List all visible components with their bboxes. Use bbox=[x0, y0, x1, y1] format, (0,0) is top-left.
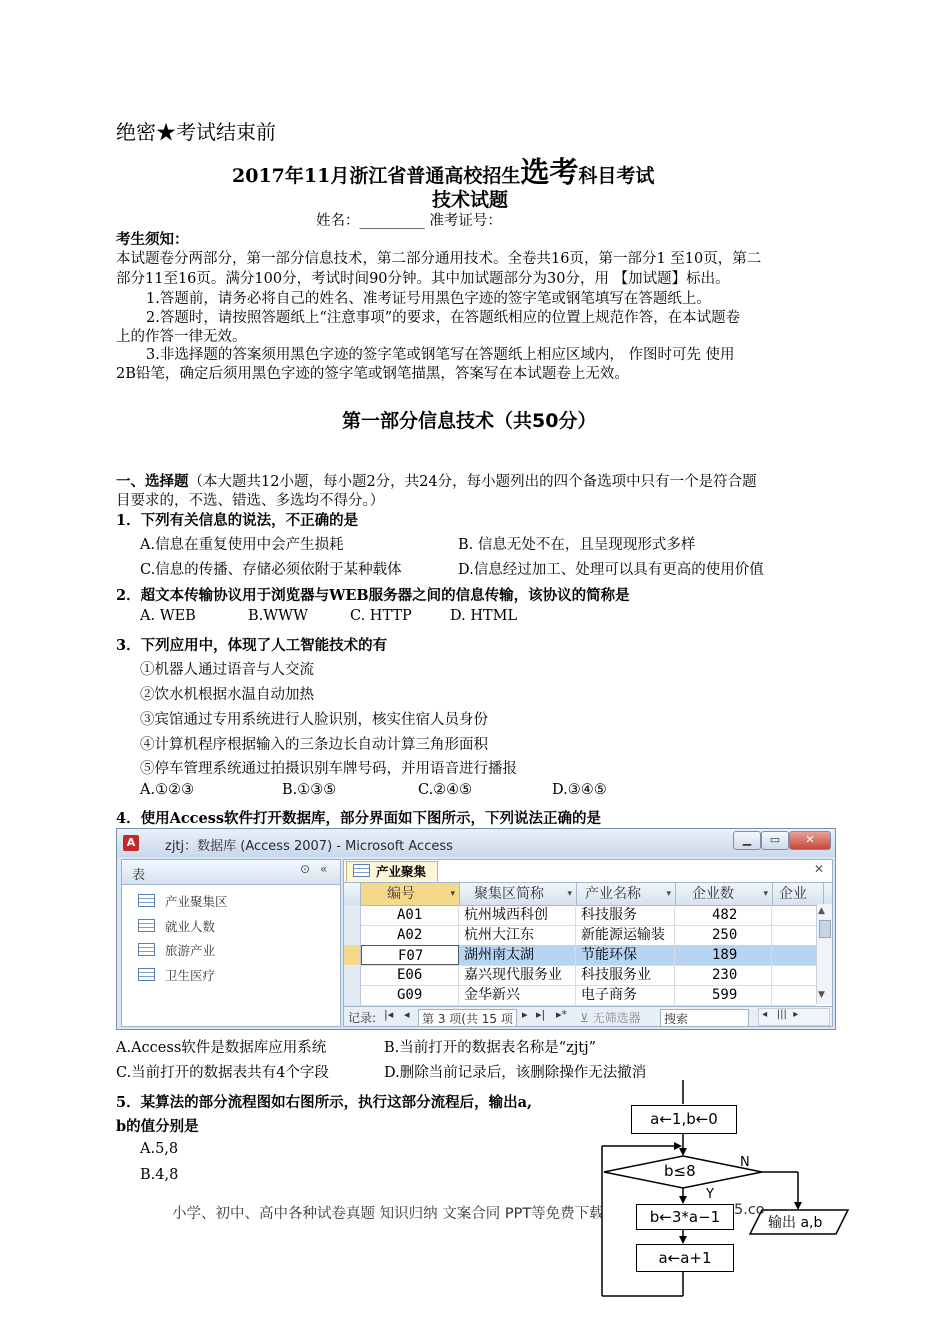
row-selector[interactable] bbox=[344, 965, 361, 985]
horizontal-scrollbar[interactable]: ◂ ||| ▸ bbox=[758, 1008, 830, 1026]
q1-option-d: D.信息经过加工、处理可以具有更高的使用价值 bbox=[458, 562, 764, 578]
row-selector[interactable] bbox=[344, 985, 361, 1005]
table-icon bbox=[353, 864, 370, 877]
flow-step2-box: a←a+1 bbox=[636, 1244, 734, 1272]
filter-status[interactable]: ⊻ 无筛选器 bbox=[580, 1011, 641, 1025]
secret-label: 绝密★考试结束前 bbox=[116, 120, 276, 144]
q4-option-b: B.当前打开的数据表名称是“zjtj” bbox=[384, 1040, 597, 1056]
next-record-icon[interactable]: ▸ bbox=[522, 1008, 528, 1021]
nav-dropdown-icon[interactable]: ⊙ bbox=[300, 862, 311, 876]
q4-option-d: D.删除当前记录后，该删除操作无法撤消 bbox=[384, 1065, 647, 1081]
column-header[interactable]: 聚集区简称 ▾ bbox=[460, 883, 577, 905]
q4-option-a: A.Access软件是数据库应用系统 bbox=[116, 1040, 327, 1056]
new-record-icon[interactable]: ▸* bbox=[556, 1008, 568, 1021]
q1-stem: 1．下列有关信息的说法，不正确的是 bbox=[116, 512, 359, 529]
name-line: 姓名：_________ 准考证号： bbox=[316, 213, 502, 229]
q3-option-d: D.③④⑤ bbox=[552, 782, 607, 798]
notice-p1-line2: 部分11至16页。满分100分，考试时间90分钟。其中加试题部分为30分，用 【加试题】标出。 bbox=[116, 271, 730, 287]
cell-industry[interactable]: 电子商务 bbox=[577, 985, 675, 1005]
nav-header bbox=[122, 860, 340, 885]
flow-output-label: 输出 a,b bbox=[768, 1215, 823, 1231]
q2-stem: 2．超文本传输协议用于浏览器与WEB服务器之间的信息传输，该协议的简称是 bbox=[116, 587, 630, 604]
table-icon bbox=[138, 968, 155, 981]
footer-text: 小学、初中、高中各种试卷真题 知识归纳 文案合同 PPT等免费下载 bbox=[172, 1206, 604, 1222]
table-row[interactable] bbox=[344, 905, 816, 926]
nav-item-label: 就业人数 bbox=[165, 919, 216, 934]
access-titlebar bbox=[117, 829, 835, 857]
nav-item-table[interactable] bbox=[138, 941, 215, 961]
row-selector[interactable] bbox=[344, 945, 361, 965]
record-label: 记录: bbox=[348, 1011, 377, 1025]
table-tab[interactable] bbox=[346, 861, 438, 882]
column-header-row bbox=[344, 882, 832, 906]
q3-option-b: B.①③⑤ bbox=[282, 782, 337, 798]
cell-count[interactable]: 189 bbox=[676, 945, 772, 965]
cell-area[interactable]: 金华新兴 bbox=[460, 985, 576, 1005]
section1-line2: 目要求的，不选、错选、多选均不得分。） bbox=[116, 493, 385, 509]
access-window bbox=[116, 828, 836, 1030]
tab-close-icon[interactable]: ✕ bbox=[813, 862, 824, 876]
table-icon bbox=[138, 943, 155, 956]
scroll-thumb[interactable] bbox=[819, 920, 831, 938]
cell-id[interactable]: A02 bbox=[361, 925, 459, 945]
nav-item-table[interactable] bbox=[138, 917, 215, 937]
q5-option-b: B.4,8 bbox=[140, 1167, 179, 1183]
nav-item-label: 旅游产业 bbox=[165, 943, 216, 958]
q5-option-a: A.5,8 bbox=[140, 1141, 179, 1157]
cell-count[interactable]: 230 bbox=[676, 965, 772, 985]
notice-p4-line1: 3.非选择题的答案须用黑色字迹的签字笔或钢笔写在答题纸上相应区域内， 作图时可先 使用 bbox=[146, 347, 735, 363]
cell-industry[interactable]: 新能源运输装 bbox=[577, 925, 675, 945]
q3-stem: 3．下列应用中，体现了人工智能技术的有 bbox=[116, 637, 388, 654]
notice-heading: 考生须知： bbox=[116, 231, 189, 248]
column-header[interactable]: 产业名称 ▾ bbox=[577, 883, 676, 905]
notice-p3-line2: 上的作答一律无效。 bbox=[116, 329, 247, 345]
table-row[interactable] bbox=[344, 985, 816, 1006]
flow-yes-label: Y bbox=[706, 1187, 714, 1202]
table-row[interactable] bbox=[344, 965, 816, 986]
prev-record-icon[interactable]: ◂ bbox=[404, 1008, 410, 1021]
notice-p4-line2: 2B铅笔，确定后须用黑色字迹的签字笔或钢笔描黑，答案写在本试题卷上无效。 bbox=[116, 366, 629, 382]
cell-area[interactable]: 杭州大江东 bbox=[460, 925, 576, 945]
cell-id[interactable]: E06 bbox=[361, 965, 459, 985]
column-header[interactable]: 企业 bbox=[773, 883, 824, 905]
cell-area[interactable]: 湖州南太湖 bbox=[460, 945, 576, 965]
q1-option-b: B. 信息无处不在，且呈现现形式多样 bbox=[458, 537, 696, 553]
sort-arrow-icon: ▾ bbox=[666, 889, 671, 899]
q5-stem-line2: b的值分别是 bbox=[116, 1118, 199, 1135]
part1-title: 第一部分信息技术（共50分） bbox=[342, 410, 597, 432]
flow-step1-box: b←3*a−1 bbox=[636, 1204, 734, 1230]
close-icon[interactable]: ✕ bbox=[789, 831, 831, 850]
section1-line1 bbox=[116, 470, 757, 491]
notice-p1-line1: 本试题卷分两部分，第一部分信息技术，第二部分通用技术。全卷共16页，第一部分1 至10页，第二 bbox=[116, 251, 762, 267]
nav-item-table[interactable] bbox=[138, 892, 228, 912]
table-icon bbox=[138, 919, 155, 932]
q3-option-c: C.②④⑤ bbox=[418, 782, 473, 798]
nav-item-table[interactable] bbox=[138, 966, 215, 986]
table-row-selected[interactable] bbox=[344, 945, 816, 966]
exam-title-suffix: 科目考试 bbox=[578, 165, 655, 187]
q1-option-c: C.信息的传播、存储必须依附于某种载体 bbox=[140, 562, 402, 578]
q4-option-c: C.当前打开的数据表共有4个字段 bbox=[116, 1065, 329, 1081]
q3-item: ③宾馆通过专用系统进行人脸识别，核实住宿人员身份 bbox=[140, 712, 488, 728]
table-icon bbox=[138, 894, 155, 907]
flow-condition-label: b≤8 bbox=[664, 1162, 696, 1180]
navigation-pane bbox=[121, 859, 341, 1027]
access-logo-icon: A bbox=[123, 835, 139, 851]
scroll-down-icon[interactable]: ▼ bbox=[818, 990, 825, 1000]
sort-arrow-icon: ▾ bbox=[450, 889, 455, 899]
cell-industry[interactable]: 科技服务业 bbox=[577, 965, 675, 985]
q1-option-a: A.信息在重复使用中会产生损耗 bbox=[140, 537, 344, 553]
select-all-cell[interactable] bbox=[344, 883, 361, 905]
sort-arrow-icon: ▾ bbox=[763, 889, 768, 899]
column-header[interactable]: 企业数 ▾ bbox=[676, 883, 773, 905]
notice-p2: 1.答题前，请务必将自己的姓名、准考证号用黑色字迹的签字笔或钢笔填写在答题纸上。 bbox=[146, 291, 711, 307]
sort-arrow-icon: ▾ bbox=[567, 889, 572, 899]
q2-option-c: C. HTTP bbox=[350, 608, 412, 624]
cell-count[interactable]: 482 bbox=[676, 905, 772, 925]
exam-title-big: 选考 bbox=[520, 155, 579, 189]
cell-id[interactable]: G09 bbox=[361, 985, 459, 1005]
row-selector[interactable] bbox=[344, 905, 361, 925]
nav-item-label: 卫生医疗 bbox=[165, 968, 216, 983]
minimize-icon[interactable]: ▁ bbox=[733, 831, 761, 850]
nav-header-label: 表 bbox=[132, 868, 146, 883]
cell-industry[interactable]: 科技服务 bbox=[577, 905, 675, 925]
search-box[interactable]: 搜索 bbox=[660, 1009, 749, 1027]
datasheet bbox=[343, 859, 833, 1027]
first-record-icon[interactable]: |◂ bbox=[384, 1008, 394, 1021]
table-row[interactable] bbox=[344, 925, 816, 946]
access-window-title: zjtj：数据库 (Access 2007) - Microsoft Access bbox=[165, 839, 453, 854]
q2-option-a: A. WEB bbox=[140, 608, 196, 624]
footer-tail: 5.co bbox=[734, 1202, 765, 1218]
exam-title-prefix: 2017年11月浙江省普通高校招生 bbox=[232, 165, 521, 187]
filter-icon: ⊻ bbox=[580, 1011, 589, 1025]
cell-area[interactable]: 杭州城西科创 bbox=[460, 905, 576, 925]
q3-item: ①机器人通过语音与人交流 bbox=[140, 662, 314, 678]
exam-subtitle: 技术试题 bbox=[432, 189, 509, 211]
q3-item: ②饮水机根据水温自动加热 bbox=[140, 687, 314, 703]
cell-industry[interactable]: 节能环保 bbox=[577, 945, 675, 965]
flow-init-box: a←1,b←0 bbox=[631, 1105, 737, 1134]
cell-count[interactable]: 250 bbox=[676, 925, 772, 945]
nav-collapse-icon[interactable]: « bbox=[320, 862, 328, 876]
table-tab-label: 产业聚集 bbox=[376, 864, 427, 879]
record-navigation-bar bbox=[344, 1006, 832, 1027]
notice-p3-line1: 2.答题时，请按照答题纸上“注意事项”的要求，在答题纸相应的位置上规范作答，在本试题卷 bbox=[146, 310, 741, 326]
q5-stem-line1: 5．某算法的部分流程图如右图所示，执行这部分流程后，输出a, bbox=[116, 1094, 533, 1111]
maximize-icon[interactable]: ▭ bbox=[761, 831, 789, 850]
column-header[interactable]: 编号 ▾ bbox=[361, 883, 460, 905]
section1-desc: （本大题共12小题，每小题2分，共24分，每小题列出的四个备选项中只有一个是符合题 bbox=[188, 474, 757, 490]
scroll-up-icon[interactable]: ▲ bbox=[818, 906, 825, 916]
q3-item: ④计算机程序根据输入的三条边长自动计算三角形面积 bbox=[140, 737, 488, 753]
row-selector[interactable] bbox=[344, 925, 361, 945]
cell-id-editing[interactable]: F07 bbox=[361, 945, 459, 965]
q2-option-b: B.WWW bbox=[248, 608, 308, 624]
nav-item-label: 产业聚集区 bbox=[165, 894, 228, 909]
record-position[interactable]: 第 3 项(共 15 项 bbox=[418, 1009, 517, 1027]
q3-item: ⑤停车管理系统通过拍摄识别车牌号码，并用语音进行播报 bbox=[140, 761, 517, 777]
vertical-scrollbar[interactable] bbox=[816, 904, 832, 1004]
last-record-icon[interactable]: ▸| bbox=[536, 1008, 546, 1021]
section1-label: 一、选择题 bbox=[116, 473, 189, 490]
cell-count[interactable]: 599 bbox=[676, 985, 772, 1005]
q3-option-a: A.①②③ bbox=[140, 782, 195, 798]
cell-area[interactable]: 嘉兴现代服务业 bbox=[460, 965, 576, 985]
q2-option-d: D. HTML bbox=[450, 608, 518, 624]
cell-id[interactable]: A01 bbox=[361, 905, 459, 925]
flow-no-label: N bbox=[740, 1155, 750, 1170]
q4-stem: 4．使用Access软件打开数据库，部分界面如下图所示，下列说法正确的是 bbox=[116, 810, 602, 827]
